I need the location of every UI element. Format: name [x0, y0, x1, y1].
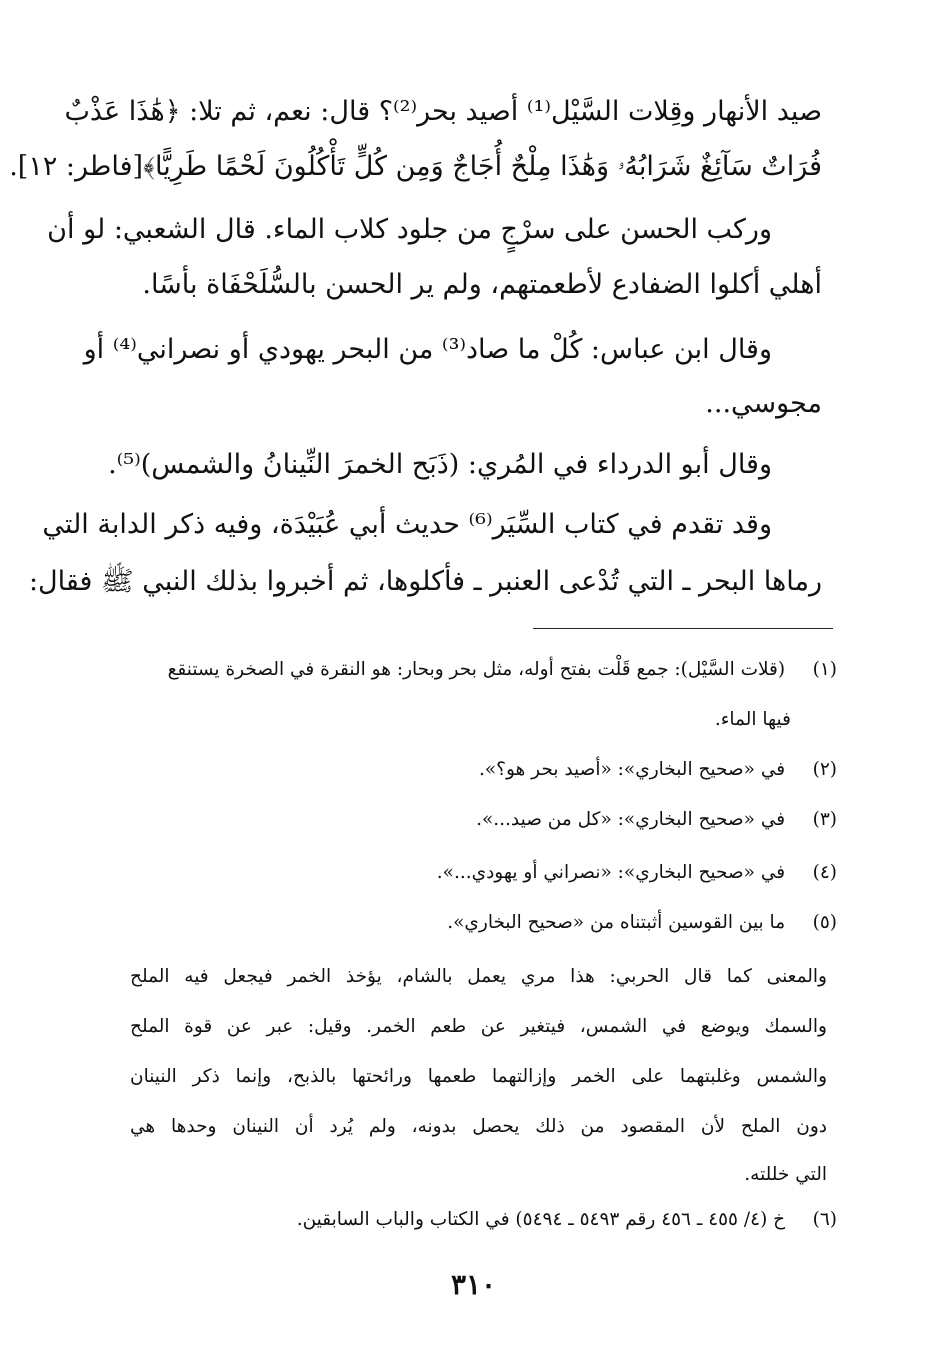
footnote-number: (٥) — [812, 912, 837, 933]
main-text-line-6: مجوسي... — [705, 388, 822, 419]
footnote-number: (١) — [812, 659, 837, 680]
main-text-line-7: وقال أبو الدرداء في المُري: (ذَبَح الخمرَ النِّينانُ والشمس)⁽⁵⁾. — [108, 449, 772, 480]
main-text-line-2: فُرَاتٌ سَآئِغٌ شَرَابُهُۥ وَهَٰذَا مِلْحٌ أُجَاجٌ وَمِن كُلٍّ تَأْكُلُونَ لَحْمًا طَرِيًّا﴾[فاطر: ١٢]. — [9, 151, 822, 182]
footnote-5-explanation-line-3: والشمس وغلبتهما على الخمر وإزالتهما طعمها ورائحتها بالذبح، وإنما ذكر النينان — [130, 1066, 827, 1087]
main-text-line-9: رماها البحر ـ التي تُدْعى العنبر ـ فأكلوها، ثم أخبروا بذلك النبي ﷺ فقال: — [28, 566, 822, 597]
footnote-text: في «صحيح البخاري»: «نصراني أو يهودي...». — [436, 862, 786, 883]
footnote-text: (قلات السَّيْل): جمع قَلْت بفتح أوله، مثل بحر وبحار: هو النقرة في الصخرة يستنقع — [167, 659, 786, 680]
main-text-line-4: أهلي أكلوا الضفادع لأطعمتهم، ولم ير الحسن بالسُّلَحْفَاة بأسًا. — [142, 269, 822, 300]
footnote-1-continuation: فيها الماء. — [714, 709, 791, 730]
footnote-text: خ (٤/ ٤٥٥ ـ ٤٥٦ رقم ٥٤٩٣ ـ ٥٤٩٤) في الكتاب والباب السابقين. — [296, 1209, 786, 1230]
footnote-1 — [120, 655, 837, 685]
footnote-5-explanation-line-4: دون الملح لأن المقصود من ذلك يحصل بدونه، ولم يُرد أن النينان وحدها هي — [130, 1116, 827, 1137]
footnote-number: (٢) — [812, 759, 837, 780]
footnote-5 — [447, 908, 837, 938]
footnote-text: في «صحيح البخاري»: «أصيد بحر هو؟». — [478, 759, 786, 780]
footnote-text: ما بين القوسين أثبتناه من «صحيح البخاري». — [447, 912, 786, 933]
footnote-number: (٣) — [812, 809, 837, 830]
footnote-number: (٤) — [812, 862, 837, 883]
main-text-line-8: وقد تقدم في كتاب السِّيَر⁽⁶⁾ حديث أبي عُبَيْدَة، وفيه ذكر الدابة التي — [42, 509, 772, 540]
footnote-number: (٦) — [812, 1209, 837, 1230]
footnote-6 — [297, 1205, 837, 1235]
footnote-5-explanation-line-2: والسمك ويوضع في الشمس، فيتغير عن طعم الخمر. وقيل: عبر عن قوة الملح — [130, 1016, 827, 1037]
footnote-3 — [476, 805, 837, 835]
main-text-line-5: وقال ابن عباس: كُلْ ما صاد⁽³⁾ من البحر يهودي أو نصراني⁽⁴⁾ أو — [83, 334, 772, 365]
footnote-separator — [533, 628, 833, 629]
footnote-2 — [479, 755, 837, 785]
page-number: ٣١٠ — [450, 1268, 497, 1301]
main-text-line-3: وركب الحسن على سرْجٍ من جلود كلاب الماء. قال الشعبي: لو أن — [47, 214, 772, 245]
footnote-5-explanation-line-1: والمعنى كما قال الحربي: هذا مري يعمل بالشام، يؤخذ الخمر فيجعل فيه الملح — [130, 966, 827, 987]
footnote-text: في «صحيح البخاري»: «كل من صيد...». — [476, 809, 786, 830]
footnote-4 — [437, 858, 837, 888]
main-text-line-1: صيد الأنهار وقِلات السَّيْل⁽¹⁾ أصيد بحر⁽²⁾؟ قال: نعم، ثم تلا: ﴿هَٰذَا عَذْبٌ — [64, 96, 822, 127]
footnote-5-explanation-line-5: التي خللته. — [744, 1164, 827, 1185]
